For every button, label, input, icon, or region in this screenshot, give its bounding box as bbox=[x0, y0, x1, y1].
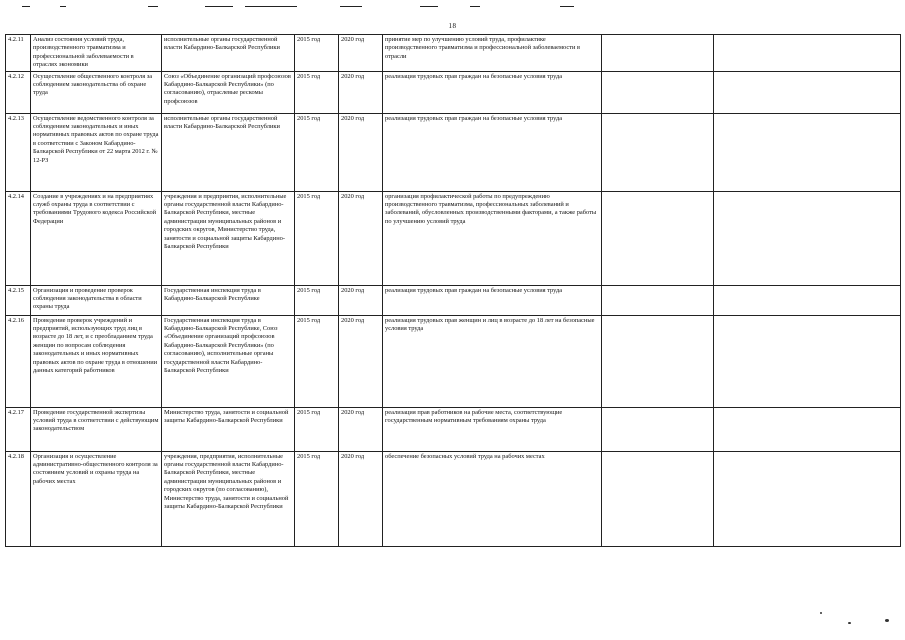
empty-cell bbox=[602, 285, 714, 315]
empty-cell bbox=[714, 451, 901, 546]
executors: исполнительные органы государственной власти Кабардино-Балкарской Республики bbox=[162, 113, 295, 191]
end-year: 2020 год bbox=[339, 315, 383, 407]
task-name: Создание в учреждениях и на предприятиях служб охраны труда в соответствии с требованиями Трудового кодекса Российской Федерации bbox=[31, 191, 162, 285]
table-row bbox=[6, 113, 901, 191]
start-year: 2015 год bbox=[295, 315, 339, 407]
table-row bbox=[6, 315, 901, 407]
expected-result: организация профилактической работы по предупреждению производственного травматизма, профессиональных заболеваний и заболеваний, обусловленных производственными факторами, а также работы по улучшению условий труда bbox=[383, 191, 602, 285]
table-row bbox=[6, 71, 901, 113]
empty-cell bbox=[602, 191, 714, 285]
executors: Государственная инспекция труда в Кабардино-Балкарской Республике, Союз «Объединение организаций профсоюзов Кабардино-Балкарской Республики» (по согласованию), исполнительные органы государственной власти Кабардино-Балкарской Республики bbox=[162, 315, 295, 407]
end-year: 2020 год bbox=[339, 71, 383, 113]
empty-cell bbox=[714, 35, 901, 72]
row-number: 4.2.11 bbox=[6, 35, 31, 72]
empty-cell bbox=[714, 407, 901, 451]
executors: Государственная инспекция труда в Кабардино-Балкарской Республике bbox=[162, 285, 295, 315]
row-number: 4.2.17 bbox=[6, 407, 31, 451]
expected-result: принятие мер по улучшению условий труда, профилактике производственного травматизма и профессиональной заболеваемости в отрасли bbox=[383, 35, 602, 72]
executors: Союз «Объединение организаций профсоюзов Кабардино-Балкарской Республики» (по согласованию), отраслевые рескомы профсоюзов bbox=[162, 71, 295, 113]
empty-cell bbox=[714, 285, 901, 315]
task-name: Анализ состояния условий труда, производственного травматизма и профессиональной заболеваемости в отраслях экономики bbox=[31, 35, 162, 72]
task-name: Проведение проверок учреждений и предприятий, использующих труд лиц в возрасте до 18 лет, и с преобладанием труда женщин по вопросам соблюдения законодательных и иных нормативных правовых актов по охране труда в отношении данных категорий работников bbox=[31, 315, 162, 407]
expected-result: обеспечение безопасных условий труда на рабочих местах bbox=[383, 451, 602, 546]
end-year: 2020 год bbox=[339, 113, 383, 191]
end-year: 2020 год bbox=[339, 191, 383, 285]
end-year: 2020 год bbox=[339, 35, 383, 72]
empty-cell bbox=[714, 113, 901, 191]
scan-mark bbox=[420, 6, 438, 7]
row-number: 4.2.15 bbox=[6, 285, 31, 315]
start-year: 2015 год bbox=[295, 451, 339, 546]
scan-mark bbox=[560, 6, 574, 7]
empty-cell bbox=[602, 71, 714, 113]
row-number: 4.2.13 bbox=[6, 113, 31, 191]
row-number: 4.2.16 bbox=[6, 315, 31, 407]
table-row bbox=[6, 451, 901, 546]
task-name: Организация и осуществление административно-общественного контроля за состоянием условий и охраны труда на рабочих местах bbox=[31, 451, 162, 546]
end-year: 2020 год bbox=[339, 451, 383, 546]
scan-mark bbox=[60, 6, 66, 7]
start-year: 2015 год bbox=[295, 191, 339, 285]
executors: исполнительные органы государственной власти Кабардино-Балкарской Республики bbox=[162, 35, 295, 72]
empty-cell bbox=[602, 407, 714, 451]
measures-table bbox=[5, 34, 901, 547]
expected-result: реализация трудовых прав женщин и лиц в возрасте до 18 лет на безопасные условия труда bbox=[383, 315, 602, 407]
row-number: 4.2.14 bbox=[6, 191, 31, 285]
expected-result: реализация прав работников на рабочие места, соответствующие государственным нормативным требованиям охраны труда bbox=[383, 407, 602, 451]
executors: учреждения и предприятия, исполнительные органы государственной власти Кабардино-Балкарской Республики, местные администрации муниципальных районов и городских округов, Министерство труда, занятости и социальной защиты Кабардино-Балкарской Республики bbox=[162, 191, 295, 285]
table-row bbox=[6, 191, 901, 285]
empty-cell bbox=[714, 191, 901, 285]
table-row bbox=[6, 407, 901, 451]
scan-mark bbox=[245, 6, 297, 7]
scan-speck bbox=[848, 622, 851, 624]
empty-cell bbox=[602, 315, 714, 407]
page-number: 18 bbox=[448, 22, 457, 30]
scan-speck bbox=[885, 619, 889, 622]
start-year: 2015 год bbox=[295, 407, 339, 451]
end-year: 2020 год bbox=[339, 285, 383, 315]
task-name: Организация и проведение проверок соблюдения законодательства в области охраны труда bbox=[31, 285, 162, 315]
task-name: Осуществление общественного контроля за соблюдением законодательства об охране труда bbox=[31, 71, 162, 113]
scan-mark bbox=[340, 6, 362, 7]
start-year: 2015 год bbox=[295, 71, 339, 113]
scan-mark bbox=[148, 6, 158, 7]
empty-cell bbox=[602, 451, 714, 546]
row-number: 4.2.18 bbox=[6, 451, 31, 546]
start-year: 2015 год bbox=[295, 285, 339, 315]
scan-mark bbox=[22, 6, 30, 7]
task-name: Проведение государственной экспертизы условий труда в соответствии с действующим законодательством bbox=[31, 407, 162, 451]
empty-cell bbox=[714, 71, 901, 113]
expected-result: реализация трудовых прав граждан на безопасные условия труда bbox=[383, 285, 602, 315]
table-row bbox=[6, 285, 901, 315]
task-name: Осуществление ведомственного контроля за соблюдением законодательных и иных нормативных правовых актов по охране труда в соответствии с Законом Кабардино-Балкарской Республики от 22 марта 2012 г. № 12-РЗ bbox=[31, 113, 162, 191]
scan-mark bbox=[205, 6, 233, 7]
table-row bbox=[6, 35, 901, 72]
scan-mark bbox=[470, 6, 480, 7]
executors: учреждения, предприятия, исполнительные органы государственной власти Кабардино-Балкарской Республики, местные администрации муниципальных районов и городских округов (по согласованию), Министерство труда, занятости и социальной защиты Кабардино-Балкарской Республики bbox=[162, 451, 295, 546]
row-number: 4.2.12 bbox=[6, 71, 31, 113]
empty-cell bbox=[714, 315, 901, 407]
empty-cell bbox=[602, 113, 714, 191]
scan-speck bbox=[820, 612, 822, 614]
start-year: 2015 год bbox=[295, 113, 339, 191]
executors: Министерство труда, занятости и социальной защиты Кабардино-Балкарской Республики bbox=[162, 407, 295, 451]
expected-result: реализация трудовых прав граждан на безопасные условия труда bbox=[383, 71, 602, 113]
expected-result: реализация трудовых прав граждан на безопасные условия труда bbox=[383, 113, 602, 191]
start-year: 2015 год bbox=[295, 35, 339, 72]
end-year: 2020 год bbox=[339, 407, 383, 451]
empty-cell bbox=[602, 35, 714, 72]
